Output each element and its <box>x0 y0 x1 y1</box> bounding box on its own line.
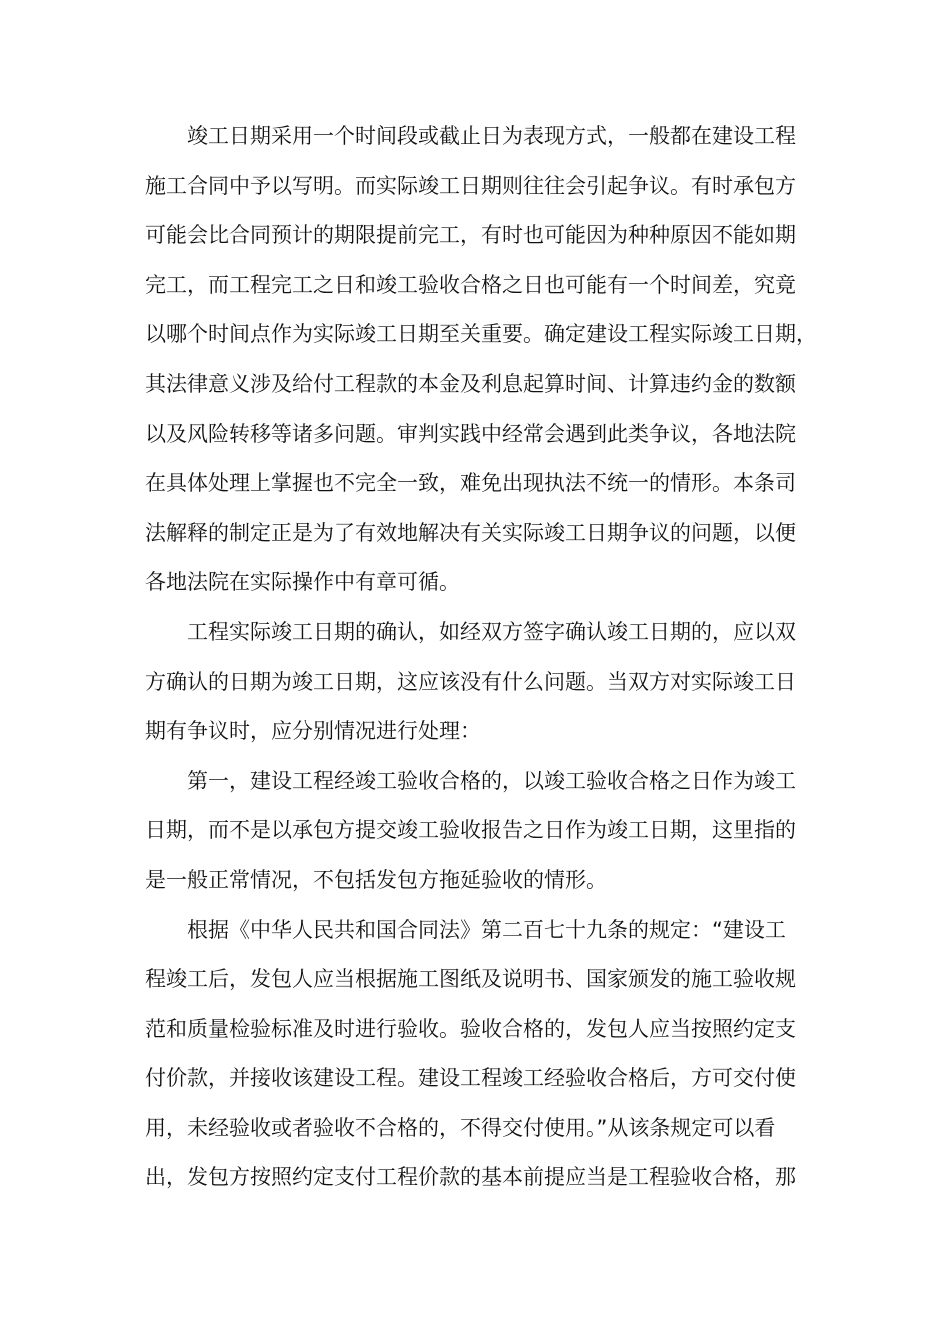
text-line: 是一般正常情况，不包括发包方拖延验收的情形。 <box>145 867 607 892</box>
text-line: 付价款，并接收该建设工程。建设工程竣工经验收合格后，方可交付使 <box>145 1066 796 1091</box>
text-line: 出，发包方按照约定支付工程价款的基本前提应当是工程验收合格，那 <box>145 1165 796 1190</box>
text-line: 工程实际竣工日期的确认，如经双方签字确认竣工日期的，应以双 <box>187 619 796 644</box>
text-line: 竣工日期采用一个时间段或截止日为表现方式，一般都在建设工程 <box>187 124 796 148</box>
text-line: 以哪个时间点作为实际竣工日期至关重要。确定建设工程实际竣工日期， <box>145 322 817 347</box>
text-line: 各地法院在实际操作中有章可循。 <box>145 570 460 595</box>
text-line: 方确认的日期为竣工日期，这应该没有什么问题。当双方对实际竣工日 <box>145 669 796 694</box>
text-line: 其法律意义涉及给付工程款的本金及利息起算时间、计算违约金的数额 <box>145 371 796 396</box>
text-line: 根据《中华人民共和国合同法》第二百七十九条的规定：“建设工 <box>187 917 786 942</box>
text-line: 以及风险转移等诸多问题。审判实践中经常会遇到此类争议，各地法院 <box>145 421 796 446</box>
document-body <box>145 112 817 1203</box>
text-line: 期有争议时，应分别情况进行处理： <box>145 719 481 744</box>
text-line: 用，未经验收或者验收不合格的，不得交付使用。”从该条规定可以看 <box>145 1115 776 1140</box>
text-line: 法解释的制定正是为了有效地解决有关实际竣工日期争议的问题，以便 <box>145 520 796 545</box>
paragraph-completion-date-dispute <box>145 112 817 608</box>
text-line: 程竣工后，发包人应当根据施工图纸及说明书、国家颁发的施工验收规 <box>145 967 796 992</box>
paragraph-date-confirmation <box>145 608 817 757</box>
text-line: 范和质量检验标准及时进行验收。验收合格的，发包人应当按照约定支 <box>145 1016 796 1041</box>
text-line: 施工合同中予以写明。而实际竣工日期则往往会引起争议。有时承包方 <box>145 173 796 198</box>
text-line: 在具体处理上掌握也不完全一致，难免出现执法不统一的情形。本条司 <box>145 471 796 496</box>
text-line: 完工，而工程完工之日和竣工验收合格之日也可能有一个时间差，究竟 <box>145 272 796 297</box>
paragraph-first-case <box>145 757 817 906</box>
text-line: 日期，而不是以承包方提交竣工验收报告之日作为竣工日期，这里指的 <box>145 818 796 843</box>
text-line: 可能会比合同预计的期限提前完工，有时也可能因为种种原因不能如期 <box>145 223 796 248</box>
text-line: 第一，建设工程经竣工验收合格的，以竣工验收合格之日作为竣工 <box>187 768 796 793</box>
paragraph-contract-law-citation <box>145 906 817 1204</box>
